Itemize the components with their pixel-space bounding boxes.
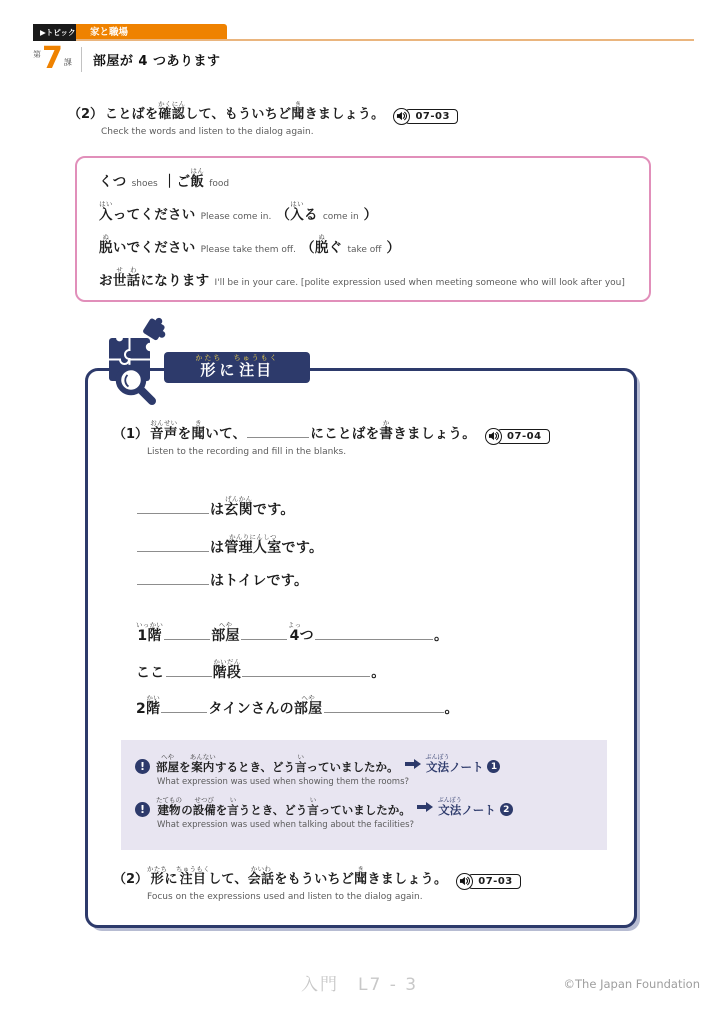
- question-text: 建物たてものの設備せつびを言いうとき、どう言いっていましたか。: [156, 796, 411, 817]
- question-subtitle-en: What expression was used when showing them the rooms?: [157, 777, 410, 787]
- jp-text-segment: ここ: [136, 664, 165, 681]
- focus-on-form-banner: [164, 352, 310, 383]
- jp-text-segment: タインさんの部屋へや: [208, 694, 323, 717]
- lesson-prefix: 第: [33, 50, 41, 59]
- section-number: （2）: [113, 872, 149, 887]
- jp-text-segment: 階段かいだん: [212, 657, 242, 681]
- jp-text-segment: ）: [363, 207, 378, 223]
- listen-prompt: [150, 419, 477, 442]
- lesson-title: 部屋が 4 つあります: [92, 53, 221, 69]
- check-words-prompt: ことばを確認かくにんして、もういちど聞ききましょう。: [105, 100, 385, 122]
- jp-text-segment: （: [301, 240, 315, 256]
- jp-text-segment: （: [276, 207, 291, 223]
- lesson-header: [33, 41, 221, 76]
- jp-text-segment: 音声おんせいを聞きいて、: [150, 419, 247, 442]
- check-words-section: [68, 100, 648, 137]
- en-text-segment: come in: [322, 212, 359, 222]
- header-underline: [76, 39, 694, 41]
- audio-track-label: 07-03: [468, 874, 520, 889]
- jp-text-segment: 1階いっかい: [136, 621, 164, 644]
- vocab-line: [99, 167, 633, 191]
- lesson-number: 7: [42, 41, 63, 76]
- fill-blank[interactable]: [247, 426, 309, 438]
- section-number: （2）: [68, 107, 104, 122]
- en-text-segment: take off: [347, 245, 382, 255]
- arrow-right-icon: [417, 797, 433, 816]
- grammar-note-link[interactable]: 文法ぶんぽうノート: [425, 754, 484, 774]
- fill-in-group-a: [136, 495, 323, 604]
- fill-line: [136, 658, 459, 683]
- focus-on-form-label: 形かたちに注目ちゅうもく: [195, 354, 279, 379]
- exclamation-icon: !: [135, 802, 150, 817]
- speaker-icon: [393, 108, 410, 125]
- jp-text-segment: ｜: [162, 174, 177, 190]
- exclamation-icon: !: [135, 759, 150, 774]
- jp-text-segment: 。: [433, 628, 449, 644]
- fill-line: [136, 533, 323, 558]
- fill-line: [136, 694, 459, 719]
- focus-listen-section: [113, 865, 618, 902]
- grammar-note-number: 1: [487, 760, 500, 773]
- vocab-line: [99, 266, 633, 290]
- focus-listen-prompt: 形かたちに注目ちゅうもくして、会話かいわをもういちど聞ききましょう。: [147, 865, 448, 887]
- speaker-icon: [485, 428, 502, 445]
- fill-blank[interactable]: [315, 628, 433, 640]
- vocab-line: [99, 200, 633, 224]
- focus-listen-heading-row: [113, 865, 618, 890]
- fill-blank[interactable]: [137, 502, 209, 514]
- en-text-segment: Please come in.: [200, 212, 272, 222]
- fill-blank[interactable]: [137, 573, 209, 585]
- fill-blank[interactable]: [137, 540, 209, 552]
- audio-chip-07-03-bottom[interactable]: [456, 873, 520, 890]
- jp-text-segment: にことばを書かきましょう。: [310, 419, 477, 442]
- en-text-segment: shoes: [131, 179, 158, 189]
- jp-text-segment: 。: [444, 701, 459, 717]
- grammar-note-link[interactable]: 文法ぶんぽうノート: [437, 797, 496, 817]
- speaker-icon: [456, 873, 473, 890]
- vocab-line: [99, 233, 633, 257]
- listen-subtitle-en: Listen to the recording and fill in the blanks.: [147, 446, 347, 457]
- fill-blank[interactable]: [164, 628, 210, 640]
- audio-chip-07-03-top[interactable]: [393, 108, 457, 125]
- jp-text-segment: 部屋へや: [211, 621, 240, 644]
- fill-line: [136, 621, 459, 646]
- audio-chip-07-04[interactable]: [485, 428, 549, 445]
- fill-blank[interactable]: [161, 701, 207, 713]
- topic-tab: ▶トピック: [33, 24, 82, 41]
- audio-track-label: 07-03: [405, 109, 457, 124]
- jp-text-segment: 脱ぬいでください: [99, 233, 196, 256]
- fill-line: [136, 570, 323, 591]
- grammar-note-number: 2: [500, 803, 513, 816]
- fill-in-group-b: [136, 621, 459, 731]
- jp-text-segment: 入はいる: [290, 200, 318, 223]
- vocabulary-box: [75, 156, 651, 302]
- fill-blank[interactable]: [242, 665, 370, 677]
- jp-text-segment: 4よっつ: [287, 621, 314, 644]
- lesson-divider: [81, 47, 82, 72]
- jp-text-segment: ご飯はん: [176, 167, 205, 190]
- question-row: [135, 796, 593, 818]
- listen-section: [113, 419, 618, 457]
- jp-text-segment: は玄関げんかんです。: [210, 495, 295, 518]
- en-text-segment: Please take them off.: [200, 245, 296, 255]
- jp-text-segment: はトイレです。: [210, 573, 309, 589]
- jp-text-segment: 階かい: [146, 694, 161, 717]
- check-words-subtitle-en: Check the words and listen to the dialog again.: [101, 126, 314, 137]
- focus-listen-subtitle-en: Focus on the expressions used and listen to the dialog again.: [147, 891, 423, 902]
- en-text-segment: food: [209, 179, 230, 189]
- focus-on-form-box: [85, 368, 637, 928]
- fill-blank[interactable]: [324, 701, 444, 713]
- jp-text-segment: 入はいってください: [99, 200, 196, 223]
- question-subtitle-en: What expression was used when talking about the facilities?: [157, 820, 415, 830]
- audio-track-label: 07-04: [497, 429, 549, 444]
- footer-copyright: ©The Japan Foundation: [563, 977, 700, 991]
- jp-text-segment: ）: [386, 240, 401, 256]
- focus-on-form-badge: [100, 316, 315, 406]
- footer-level-page: 入門 L7 - 3: [301, 975, 419, 995]
- topic-name-tab: 家と職場: [76, 24, 227, 41]
- lesson-suffix: 課: [63, 58, 72, 67]
- grammar-questions-panel: [121, 740, 607, 850]
- jp-text-segment: 脱ぬぐ: [314, 233, 343, 256]
- question-row: [135, 753, 593, 775]
- fill-blank[interactable]: [241, 628, 287, 640]
- arrow-right-icon: [405, 754, 421, 773]
- section-number: （1）: [113, 427, 149, 442]
- listen-heading-row: [113, 419, 618, 445]
- fill-blank[interactable]: [166, 665, 212, 677]
- check-words-heading: [68, 100, 648, 125]
- jp-text-segment: お世せ話わになります: [99, 266, 210, 289]
- jp-text-segment: 2: [136, 701, 147, 717]
- jp-text-segment: 。: [371, 664, 386, 681]
- fill-line: [136, 495, 323, 520]
- jp-text-segment: くつ: [99, 174, 127, 190]
- en-text-segment: I'll be in your care. [polite expression used when meeting someone who will look after you]: [214, 278, 625, 288]
- jp-text-segment: は管理人室かんりにんしつです。: [210, 532, 324, 556]
- question-text: 部屋へやを案内あんないするとき、どう言いっていましたか。: [156, 753, 399, 774]
